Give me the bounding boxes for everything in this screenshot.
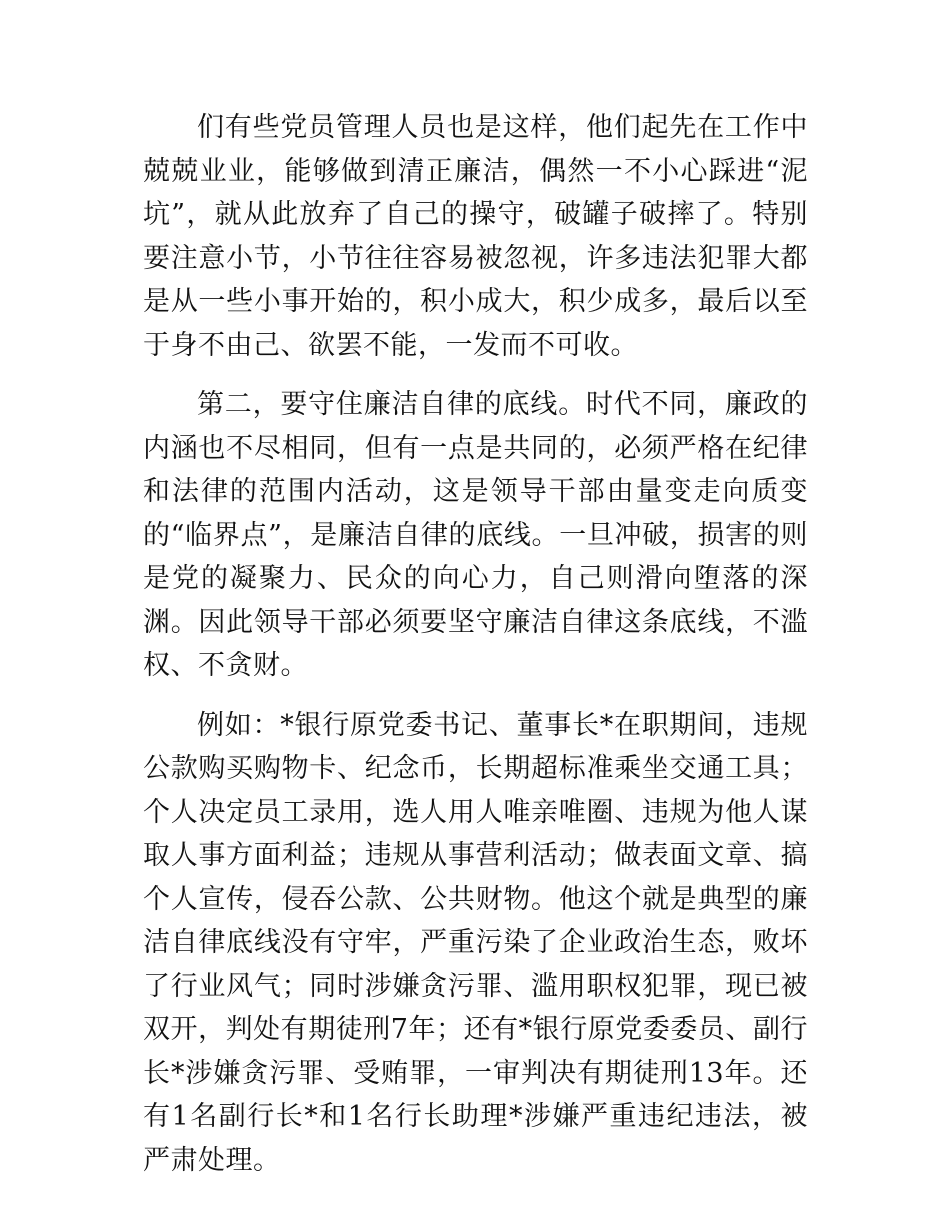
paragraph-3: 例如：*银行原党委书记、董事长*在职期间，违规公款购买购物卡、纪念币，长期超标准乘坐交通工具；个人决定员工录用，选人用人唯亲唯圈、违规为他人谋取人事方面利益；违规从事营利活动；做表面文章、搞个人宣传，侵吞公款、公共财物。他这个就是典型的廉洁自律底线没有守牢，严重污染了企业政治生态，败坏了行业风气；同时涉嫌贪污罪、滥用职权犯罪，现已被双开，判处有期徒刑7年；还有*银行原党委委员、副行长*涉嫌贪污罪、受贿罪，一审判决有期徒刑13年。还有1名副行长*和1名行长助理*涉嫌严重违纪违法，被严肃处理。: [143, 709, 808, 1176]
document-body: [143, 106, 808, 1198]
paragraph-1: 们有些党员管理人员也是这样，他们起先在工作中兢兢业业，能够做到清正廉洁，偶然一不小心踩进“泥坑”，就从此放弃了自己的操守，破罐子破摔了。特别要注意小节，小节往往容易被忽视，许多违法犯罪大都是从一些小事开始的，积小成大，积少成多，最后以至于身不由己、欲罢不能，一发而不可收。: [143, 112, 808, 361]
paragraph-2: 第二，要守住廉洁自律的底线。时代不同，廉政的内涵也不尽相同，但有一点是共同的，必须严格在纪律和法律的范围内活动，这是领导干部由量变走向质变的“临界点”，是廉洁自律的底线。一旦冲破，损害的则是党的凝聚力、民众的向心力，自己则滑向堕落的深渊。因此领导干部必须要坚守廉洁自律这条底线，不滥权、不贪财。: [143, 389, 808, 681]
